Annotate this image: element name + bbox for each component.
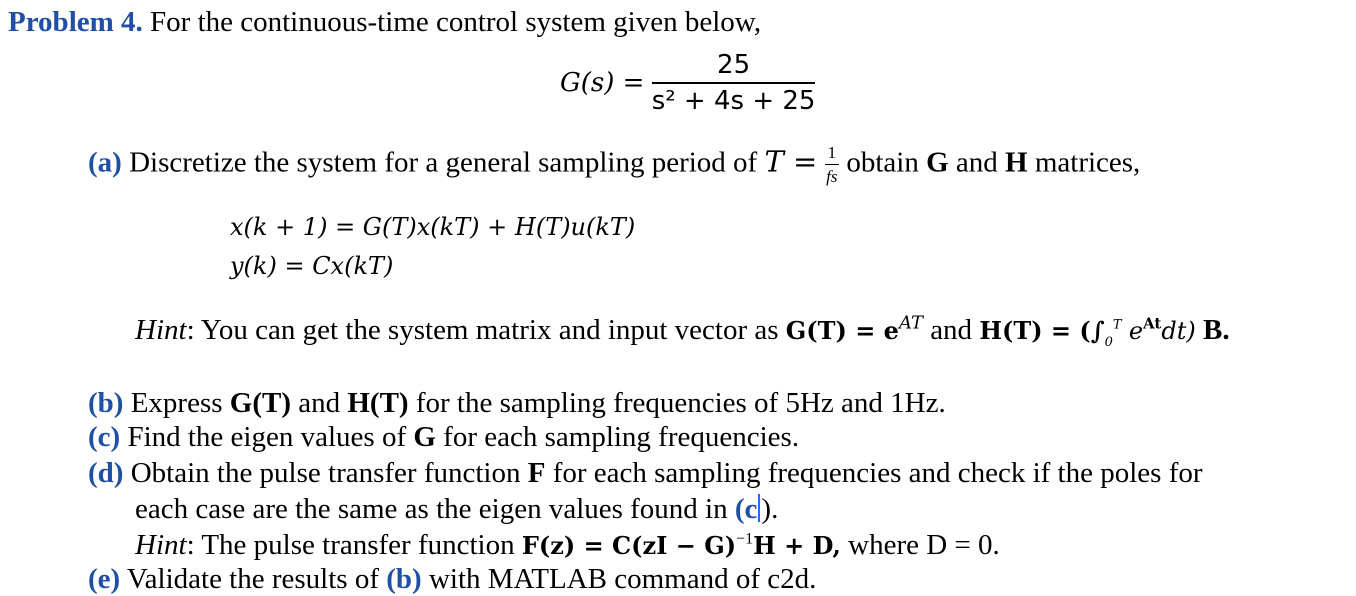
problem-label: Problem 4. xyxy=(8,6,143,38)
part-d-hint xyxy=(135,528,1000,563)
tf-fraction xyxy=(652,50,816,116)
transfer-function xyxy=(560,50,815,116)
hint-a-text: : You can get the system matrix and input vector as xyxy=(186,314,779,346)
tf-numerator: 25 xyxy=(652,50,816,84)
part-a-text: Discretize the system for a general sampling period of xyxy=(129,146,758,179)
part-a xyxy=(88,143,1140,187)
part-b-GT: G(T) xyxy=(229,387,291,419)
hint-a-G-expr: G(T) = e xyxy=(785,316,899,345)
part-d xyxy=(88,456,1203,490)
part-d-ref-end: ). xyxy=(761,493,779,525)
part-d-hint-tail: where D = 0. xyxy=(848,529,1000,561)
state-equation: x(k + 1) = G(T)x(kT) + H(T)u(kT) xyxy=(230,213,636,241)
part-e-text2: with MATLAB command of c2d. xyxy=(428,563,817,595)
tf-denominator: s² + 4s + 25 xyxy=(651,86,816,116)
part-d-text1: Obtain the pulse transfer function xyxy=(130,457,521,489)
part-d-line2-text: each case are the same as the eigen values found in xyxy=(135,493,728,525)
part-c-G: G xyxy=(413,421,436,453)
part-b-label: (b) xyxy=(88,387,124,419)
part-c-text1: Find the eigen values of xyxy=(127,421,407,453)
output-equation: y(k) = Cx(kT) xyxy=(230,252,394,280)
part-a-label: (a) xyxy=(88,146,122,179)
part-a-H: H xyxy=(1005,146,1028,179)
part-d-hint-text: : The pulse transfer function xyxy=(186,529,515,561)
part-b-text2: for the sampling frequencies of 5Hz and 1Hz. xyxy=(415,387,946,419)
part-e xyxy=(88,562,816,596)
hint-a-G-exp: AT xyxy=(898,312,923,334)
part-a-G: G xyxy=(926,146,949,179)
part-d-hint-expr2: H + D, xyxy=(753,531,841,560)
integrand-exp: At xyxy=(1143,314,1162,333)
part-d-F: F xyxy=(527,457,546,489)
part-b-and: and xyxy=(298,387,341,419)
part-b xyxy=(88,386,946,420)
part-a-T: T = xyxy=(764,144,818,179)
part-a-obtain: obtain xyxy=(846,146,919,179)
hint-a-B: B. xyxy=(1202,314,1230,346)
int-upper: T xyxy=(1112,317,1122,333)
part-a-fraction xyxy=(825,143,840,187)
hint-a-label: Hint xyxy=(135,314,187,346)
integrand: e xyxy=(1128,317,1144,345)
problem-heading xyxy=(8,5,761,39)
integral-dt: dt) xyxy=(1161,317,1196,345)
hint-a xyxy=(135,313,1230,348)
hint-a-and: and xyxy=(930,314,973,346)
part-d-ref: (c xyxy=(734,493,758,525)
part-e-ref: (b) xyxy=(386,563,422,595)
part-d-hint-exp: −1 xyxy=(736,530,754,548)
part-d-hint-expr: F(z) = C(zI − G) xyxy=(521,531,737,560)
problem-intro: For the continuous-time control system given below, xyxy=(150,6,762,38)
tf-lhs: G(s) = xyxy=(560,68,645,98)
part-e-text1: Validate the results of xyxy=(126,563,379,595)
part-b-text1: Express xyxy=(130,387,223,419)
hint-a-H-expr: H(T) = (∫ xyxy=(979,316,1105,345)
part-a-matrices: matrices, xyxy=(1034,146,1141,179)
part-d-label: (d) xyxy=(88,457,124,489)
part-d-line2 xyxy=(135,492,778,526)
part-c xyxy=(88,420,799,454)
part-c-text2: for each sampling frequencies. xyxy=(443,421,800,453)
frac-num: 1 xyxy=(825,143,840,165)
int-lower: 0 xyxy=(1104,334,1113,350)
part-d-text2: for each sampling frequencies and check if the poles for xyxy=(552,457,1203,489)
part-c-label: (c) xyxy=(88,421,121,453)
part-b-HT: H(T) xyxy=(347,387,409,419)
part-e-label: (e) xyxy=(88,563,121,595)
part-a-and: and xyxy=(955,146,998,179)
frac-den: fs xyxy=(826,167,838,186)
part-d-hint-label: Hint xyxy=(135,529,187,561)
